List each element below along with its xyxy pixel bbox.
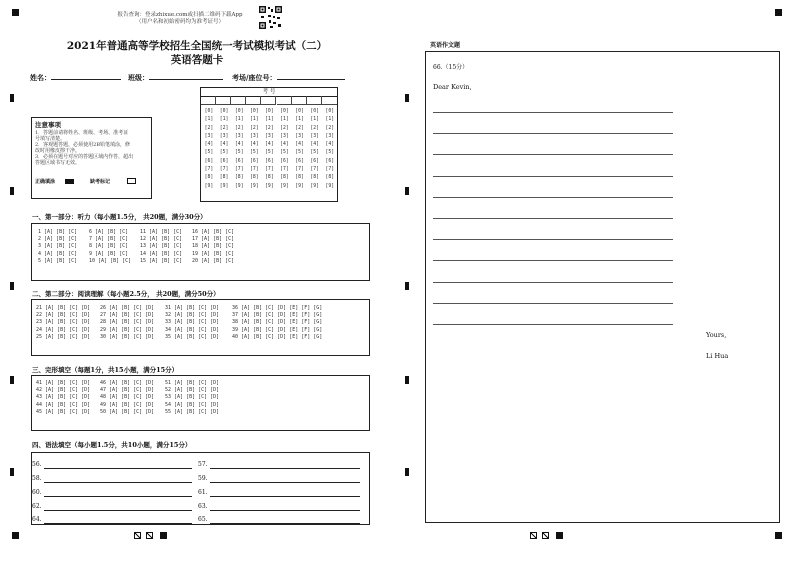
answer-row[interactable]: 28 [A] [B] [C] [D]	[100, 319, 155, 326]
exam-digit-bubble[interactable]: [5]	[204, 150, 214, 156]
notes-line: 1．答题前请将姓名、班级、考场、准考证	[35, 130, 129, 136]
fill-blank-number: 65.	[198, 516, 208, 523]
answer-row[interactable]: 25 [A] [B] [C] [D]	[36, 333, 91, 340]
letter-greeting: Dear Kevin,	[433, 83, 472, 91]
answer-row[interactable]: 34 [A] [B] [C] [D]	[165, 326, 220, 333]
name-label: 姓名：	[30, 73, 51, 82]
exam-digit-bubble[interactable]: [2]	[249, 125, 259, 131]
answer-group	[36, 305, 90, 341]
fill-blank-item[interactable]	[198, 461, 208, 468]
answer-row[interactable]: 42 [A] [B] [C] [D]	[36, 387, 91, 394]
answer-row[interactable]: 50 [A] [B] [C] [D]	[100, 408, 155, 415]
answer-row[interactable]: 51 [A] [B] [C] [D]	[165, 380, 220, 386]
answer-row[interactable]: 44 [A] [B] [C] [D]	[36, 401, 91, 408]
answer-row[interactable]: 12 [A] [B] [C]	[140, 236, 183, 243]
answer-row[interactable]: 46 [A] [B] [C] [D]	[100, 380, 155, 386]
notes-line: 3．必须在题号对应的答题区域内作答，超出	[35, 154, 134, 160]
answer-row[interactable]: 4 [A] [B] [C]	[38, 250, 78, 257]
fill-blank-underline[interactable]	[44, 523, 192, 524]
fill-blank-item[interactable]	[32, 503, 42, 510]
exam-digit-bubble[interactable]: [6]	[219, 158, 229, 164]
fill-blank-number: 60.	[32, 489, 42, 496]
page-code-mark	[542, 532, 549, 539]
exam-number-column	[202, 108, 216, 191]
exam-digit-bubble[interactable]: [9]	[280, 183, 289, 189]
report-notice	[100, 12, 260, 26]
exam-number-cell[interactable]	[322, 96, 337, 105]
exam-digit-bubble[interactable]: [7]	[204, 167, 214, 173]
page-code-mark	[134, 532, 141, 539]
exam-digit-bubble[interactable]: [5]	[249, 150, 259, 156]
exam-digit-bubble[interactable]: [3]	[295, 133, 304, 139]
timing-mark	[10, 468, 14, 476]
exam-digit-bubble[interactable]: [1]	[219, 117, 229, 123]
seat-field[interactable]	[232, 72, 345, 83]
answer-row[interactable]: 43 [A] [B] [C] [D]	[36, 394, 91, 401]
answer-row[interactable]: 8 [A] [B] [C]	[89, 243, 129, 250]
exam-digit-bubble[interactable]: [2]	[234, 125, 244, 131]
seat-underline[interactable]	[277, 72, 345, 80]
exam-number-cell[interactable]	[201, 96, 216, 105]
exam-digit-bubble[interactable]: [3]	[219, 133, 229, 139]
answer-row[interactable]: 15 [A] [B] [C]	[140, 257, 183, 264]
exam-digit-bubble[interactable]: [1]	[280, 117, 289, 123]
exam-digit-bubble[interactable]: [0]	[249, 109, 259, 114]
corner-mark	[12, 9, 19, 16]
exam-digit-bubble[interactable]: [0]	[204, 109, 214, 114]
fill-blank-number: 61.	[198, 489, 208, 496]
answer-row[interactable]: 7 [A] [B] [C]	[89, 236, 129, 243]
exam-digit-bubble[interactable]: [8]	[310, 175, 320, 181]
exam-digit-bubble[interactable]: [0]	[280, 109, 289, 114]
exam-digit-bubble[interactable]: [5]	[265, 150, 274, 156]
answer-row[interactable]: 41 [A] [B] [C] [D]	[36, 380, 91, 386]
section3-title: 三、完形填空（每题1分，共15小题，满分15分）	[32, 366, 179, 374]
answer-row[interactable]: 6 [A] [B] [C]	[89, 229, 129, 235]
answer-row[interactable]: 52 [A] [B] [C] [D]	[165, 387, 220, 394]
answer-row[interactable]: 23 [A] [B] [C] [D]	[36, 319, 91, 326]
corner-mark	[775, 532, 782, 539]
exam-digit-bubble[interactable]: [7]	[249, 167, 259, 173]
page-code-mark	[556, 532, 563, 539]
page-code-mark	[530, 532, 537, 539]
answer-group	[165, 380, 219, 416]
answer-group	[89, 229, 131, 265]
answer-group	[140, 229, 182, 265]
answer-row[interactable]: 24 [A] [B] [C] [D]	[36, 326, 91, 333]
exam-digit-bubble[interactable]: [8]	[280, 175, 289, 181]
writing-line[interactable]	[433, 154, 673, 155]
answer-group	[165, 305, 219, 341]
exam-digit-bubble[interactable]: [6]	[249, 158, 259, 164]
exam-digit-bubble[interactable]: [5]	[295, 150, 304, 156]
answer-group	[38, 229, 77, 265]
exam-digit-bubble[interactable]: [3]	[310, 133, 320, 139]
fill-blank-number: 56.	[32, 461, 42, 468]
fill-blank-underline[interactable]	[210, 496, 360, 497]
fill-blank-number: 63.	[198, 503, 208, 510]
answer-group	[232, 305, 322, 341]
answer-row[interactable]: 49 [A] [B] [C] [D]	[100, 401, 155, 408]
exam-digit-bubble[interactable]: [0]	[234, 109, 244, 114]
timing-mark	[405, 376, 409, 384]
exam-digit-bubble[interactable]: [9]	[325, 183, 335, 189]
fill-blank-item[interactable]	[32, 516, 42, 523]
exam-digit-bubble[interactable]: [9]	[204, 183, 214, 189]
section1-title: 一、第一部分：听力（每小题1.5分， 共20题，满分30分）	[32, 213, 207, 221]
fill-blank-item[interactable]	[32, 489, 42, 496]
exam-number-cell[interactable]	[307, 96, 322, 105]
timing-mark	[10, 376, 14, 384]
writing-box	[425, 51, 780, 523]
exam-digit-bubble[interactable]: [3]	[265, 133, 274, 139]
exam-digit-bubble[interactable]: [9]	[219, 183, 229, 189]
exam-digit-bubble[interactable]: [6]	[204, 158, 214, 164]
exam-number-header: 考 号	[201, 88, 337, 97]
exam-digit-bubble[interactable]: [9]	[265, 183, 274, 189]
fill-blank-item[interactable]	[32, 475, 42, 482]
answer-row[interactable]: 53 [A] [B] [C] [D]	[165, 394, 220, 401]
exam-number-column	[217, 108, 231, 191]
fill-blank-underline[interactable]	[210, 523, 360, 524]
fill-blank-number: 59.	[198, 475, 208, 482]
exam-digit-bubble[interactable]: [1]	[265, 117, 274, 123]
exam-digit-bubble[interactable]: [9]	[234, 183, 244, 189]
answer-row[interactable]: 16 [A] [B] [C]	[192, 229, 235, 235]
fill-blank-underline[interactable]	[44, 496, 192, 497]
qr-code-icon	[258, 5, 283, 30]
exam-number-cell[interactable]	[261, 96, 276, 105]
letter-closing: Yours,	[706, 331, 727, 339]
exam-digit-bubble[interactable]: [5]	[325, 150, 335, 156]
exam-digit-bubble[interactable]: [6]	[265, 158, 274, 164]
answer-row[interactable]: 5 [A] [B] [C]	[38, 257, 78, 264]
answer-row[interactable]: 14 [A] [B] [C]	[140, 250, 183, 257]
exam-digit-bubble[interactable]: [7]	[310, 167, 320, 173]
answer-row[interactable]: 18 [A] [B] [C]	[192, 243, 235, 250]
class-underline[interactable]	[149, 72, 223, 80]
exam-digit-bubble[interactable]: [8]	[295, 175, 304, 181]
exam-digit-bubble[interactable]: [0]	[295, 109, 304, 114]
exam-digit-bubble[interactable]: [5]	[234, 150, 244, 156]
exam-number-column	[262, 108, 276, 191]
exam-digit-bubble[interactable]: [6]	[310, 158, 320, 164]
writing-line[interactable]	[433, 303, 673, 304]
answer-row[interactable]: 40 [A] [B] [C] [D] [E] [F] [G]	[232, 333, 323, 340]
exam-digit-bubble[interactable]: [7]	[219, 167, 229, 173]
exam-digit-bubble[interactable]: [6]	[325, 158, 335, 164]
fill-blank-number: 57.	[198, 461, 208, 468]
writing-line[interactable]	[433, 112, 673, 113]
exam-digit-bubble[interactable]: [5]	[219, 150, 229, 156]
timing-mark	[10, 282, 14, 290]
exam-number-column	[308, 108, 322, 191]
answer-row[interactable]: 9 [A] [B] [C]	[89, 250, 129, 257]
fill-blank-number: 58.	[32, 475, 42, 482]
answer-group	[100, 305, 154, 341]
exam-number-cell[interactable]	[216, 96, 231, 105]
page-subtitle: 英语答题卡	[170, 54, 224, 66]
exam-digit-bubble[interactable]: [2]	[204, 125, 214, 131]
exam-digit-bubble[interactable]: [4]	[249, 142, 259, 148]
notes-line: 号填写清楚。	[35, 136, 66, 142]
exam-number-column	[278, 108, 292, 191]
answer-group	[100, 380, 154, 416]
exam-digit-bubble[interactable]: [5]	[310, 150, 320, 156]
writing-line[interactable]	[433, 133, 673, 134]
absent-mark-label: 缺考标记	[90, 179, 111, 185]
exam-digit-bubble[interactable]: [3]	[204, 133, 214, 139]
exam-digit-bubble[interactable]: [3]	[249, 133, 259, 139]
fill-blank-underline[interactable]	[210, 468, 360, 469]
exam-digit-bubble[interactable]: [6]	[295, 158, 304, 164]
exam-digit-bubble[interactable]: [4]	[325, 142, 335, 148]
answer-group	[192, 229, 234, 265]
timing-mark	[405, 282, 409, 290]
notes-line: 答题区域书写无效。	[35, 160, 81, 166]
exam-digit-bubble[interactable]: [1]	[204, 117, 214, 123]
exam-digit-bubble[interactable]: [0]	[219, 109, 229, 114]
writing-line[interactable]	[433, 197, 673, 198]
page-code-mark	[160, 532, 167, 539]
timing-mark	[405, 468, 409, 476]
exam-digit-bubble[interactable]: [3]	[280, 133, 289, 139]
answer-row[interactable]: 1 [A] [B] [C]	[38, 229, 78, 235]
answer-row[interactable]: 21 [A] [B] [C] [D]	[36, 305, 91, 311]
writing-line[interactable]	[433, 239, 673, 240]
exam-digit-bubble[interactable]: [9]	[249, 183, 259, 189]
name-field[interactable]	[30, 72, 121, 83]
page-code-mark	[146, 532, 153, 539]
page-title: 2021年普通高等学校招生全国统一考试模拟考试（二）	[66, 40, 328, 52]
absent-mark-box[interactable]	[127, 178, 136, 184]
fill-correct-sample	[65, 179, 74, 184]
answer-row[interactable]: 26 [A] [B] [C] [D]	[100, 305, 155, 311]
exam-digit-bubble[interactable]: [6]	[280, 158, 289, 164]
exam-digit-bubble[interactable]: [9]	[295, 183, 304, 189]
exam-digit-bubble[interactable]: [2]	[280, 125, 289, 131]
answer-row[interactable]: 36 [A] [B] [C] [D] [E] [F] [G]	[232, 305, 323, 311]
notes-line: 2．客观题答题，必须使用2B铅笔填涂，修	[35, 142, 131, 148]
report-notice-line1: 报告查询：登录zhixue.com或扫描二维码下载App	[117, 12, 243, 18]
answer-row[interactable]: 3 [A] [B] [C]	[38, 243, 78, 250]
answer-row[interactable]: 13 [A] [B] [C]	[140, 243, 183, 250]
exam-digit-bubble[interactable]: [4]	[295, 142, 304, 148]
writing-line[interactable]	[433, 260, 673, 261]
answer-group	[36, 380, 90, 416]
exam-number-cell[interactable]	[246, 96, 261, 105]
answer-row[interactable]: 17 [A] [B] [C]	[192, 236, 235, 243]
corner-mark	[12, 532, 19, 539]
fill-blank-underline[interactable]	[210, 482, 360, 483]
fill-blank-number: 62.	[32, 503, 42, 510]
answer-row[interactable]: 32 [A] [B] [C] [D]	[165, 312, 220, 319]
answer-row[interactable]: 2 [A] [B] [C]	[38, 236, 78, 243]
exam-digit-bubble[interactable]: [8]	[325, 175, 335, 181]
writing-question-number: 66.（15分）	[433, 64, 469, 71]
exam-digit-bubble[interactable]: [1]	[295, 117, 304, 123]
exam-number-cell[interactable]	[292, 96, 307, 105]
notes-line: 改时用橡皮擦干净。	[35, 148, 81, 154]
exam-digit-bubble[interactable]: [6]	[234, 158, 244, 164]
fill-blank-underline[interactable]	[210, 510, 360, 511]
exam-digit-bubble[interactable]: [7]	[234, 167, 244, 173]
notes-title: 注意事项	[35, 121, 61, 129]
fill-blank-underline[interactable]	[44, 468, 192, 469]
exam-number-cell[interactable]	[231, 96, 246, 105]
answer-row[interactable]: 19 [A] [B] [C]	[192, 250, 235, 257]
exam-digit-bubble[interactable]: [2]	[219, 125, 229, 131]
exam-digit-bubble[interactable]: [4]	[234, 142, 244, 148]
exam-digit-bubble[interactable]: [9]	[310, 183, 320, 189]
exam-digit-bubble[interactable]: [0]	[265, 109, 274, 114]
writing-line[interactable]	[433, 218, 673, 219]
writing-section-title: 英语作文题	[430, 42, 461, 49]
fill-correct-label: 正确填涂	[35, 179, 56, 185]
answer-row[interactable]: 47 [A] [B] [C] [D]	[100, 387, 155, 394]
answer-row[interactable]: 31 [A] [B] [C] [D]	[165, 305, 220, 311]
exam-digit-bubble[interactable]: [4]	[219, 142, 229, 148]
timing-mark	[10, 94, 14, 102]
name-underline[interactable]	[51, 72, 121, 80]
corner-mark	[775, 9, 782, 16]
exam-digit-bubble[interactable]: [1]	[249, 117, 259, 123]
answer-row[interactable]: 54 [A] [B] [C] [D]	[165, 401, 220, 408]
section4-title: 四、语法填空（每小题1.5分，共10小题，满分15分）	[32, 441, 192, 449]
exam-digit-bubble[interactable]: [7]	[325, 167, 335, 173]
answer-row[interactable]: 30 [A] [B] [C] [D]	[100, 333, 155, 340]
answer-row[interactable]: 29 [A] [B] [C] [D]	[100, 326, 155, 333]
answer-row[interactable]: 22 [A] [B] [C] [D]	[36, 312, 91, 319]
exam-digit-bubble[interactable]: [1]	[234, 117, 244, 123]
answer-row[interactable]: 48 [A] [B] [C] [D]	[100, 394, 155, 401]
exam-digit-bubble[interactable]: [3]	[325, 133, 335, 139]
fill-blank-item[interactable]	[198, 503, 208, 510]
exam-digit-bubble[interactable]: [2]	[295, 125, 304, 131]
exam-digit-bubble[interactable]: [3]	[234, 133, 244, 139]
fill-blank-number: 64.	[32, 516, 42, 523]
fill-blank-underline[interactable]	[44, 482, 192, 483]
exam-digit-bubble[interactable]: [7]	[265, 167, 274, 173]
report-notice-line2: （用户名和初始密码均为准考证号）	[135, 19, 224, 25]
exam-digit-bubble[interactable]: [1]	[310, 117, 320, 123]
exam-number-column	[323, 108, 337, 191]
fill-blank-item[interactable]	[198, 516, 208, 523]
timing-mark	[10, 187, 14, 195]
exam-digit-bubble[interactable]: [4]	[265, 142, 274, 148]
exam-digit-bubble[interactable]: [4]	[310, 142, 320, 148]
exam-digit-bubble[interactable]: [4]	[280, 142, 289, 148]
exam-digit-bubble[interactable]: [0]	[310, 109, 320, 114]
exam-digit-bubble[interactable]: [5]	[280, 150, 289, 156]
fill-blank-item[interactable]	[198, 489, 208, 496]
exam-digit-bubble[interactable]: [8]	[249, 175, 259, 181]
fill-blank-item[interactable]	[198, 475, 208, 482]
answer-row[interactable]: 10 [A] [B] [C]	[89, 257, 132, 264]
exam-digit-bubble[interactable]: [8]	[265, 175, 274, 181]
exam-digit-bubble[interactable]: [0]	[325, 109, 335, 114]
exam-number-write-row[interactable]	[201, 96, 337, 105]
exam-digit-bubble[interactable]: [7]	[295, 167, 304, 173]
answer-row[interactable]: 35 [A] [B] [C] [D]	[165, 333, 220, 340]
exam-digit-bubble[interactable]: [7]	[280, 167, 289, 173]
exam-digit-bubble[interactable]: [2]	[265, 125, 274, 131]
answer-row[interactable]: 20 [A] [B] [C]	[192, 257, 235, 264]
exam-digit-bubble[interactable]: [8]	[204, 175, 214, 181]
timing-mark	[405, 94, 409, 102]
fill-blank-item[interactable]	[32, 461, 42, 468]
answer-row[interactable]: 45 [A] [B] [C] [D]	[36, 408, 91, 415]
answer-row[interactable]: 55 [A] [B] [C] [D]	[165, 408, 220, 415]
writing-line[interactable]	[433, 176, 673, 177]
exam-digit-bubble[interactable]: [2]	[325, 125, 335, 131]
seat-label: 考场/座位号：	[232, 73, 277, 82]
exam-number-column	[232, 108, 246, 191]
exam-number-column	[293, 108, 307, 191]
exam-number-column	[247, 108, 261, 191]
answer-row[interactable]: 39 [A] [B] [C] [D] [E] [F] [G]	[232, 326, 323, 333]
answer-row[interactable]: 38 [A] [B] [C] [D] [E] [F] [G]	[232, 319, 323, 326]
answer-row[interactable]: 37 [A] [B] [C] [D] [E] [F] [G]	[232, 312, 323, 319]
section2-title: 二、第二部分：阅读理解（每小题2.5分， 共20题，满分50分）	[32, 290, 220, 298]
writing-line[interactable]	[433, 282, 673, 283]
exam-digit-bubble[interactable]: [8]	[234, 175, 244, 181]
answer-row[interactable]: 11 [A] [B] [C]	[140, 229, 183, 235]
exam-digit-bubble[interactable]: [4]	[204, 142, 214, 148]
timing-mark	[405, 187, 409, 195]
exam-digit-bubble[interactable]: [2]	[310, 125, 320, 131]
answer-row[interactable]: 33 [A] [B] [C] [D]	[165, 319, 220, 326]
fill-blank-underline[interactable]	[44, 510, 192, 511]
exam-digit-bubble[interactable]: [8]	[219, 175, 229, 181]
exam-digit-bubble[interactable]: [1]	[325, 117, 335, 123]
notes-list	[35, 130, 149, 166]
letter-signature: Li Hua	[706, 352, 729, 360]
class-label: 班级：	[128, 73, 149, 82]
writing-line[interactable]	[433, 324, 673, 325]
answer-row[interactable]: 27 [A] [B] [C] [D]	[100, 312, 155, 319]
class-field[interactable]	[128, 72, 223, 83]
exam-number-cell[interactable]	[277, 96, 292, 105]
